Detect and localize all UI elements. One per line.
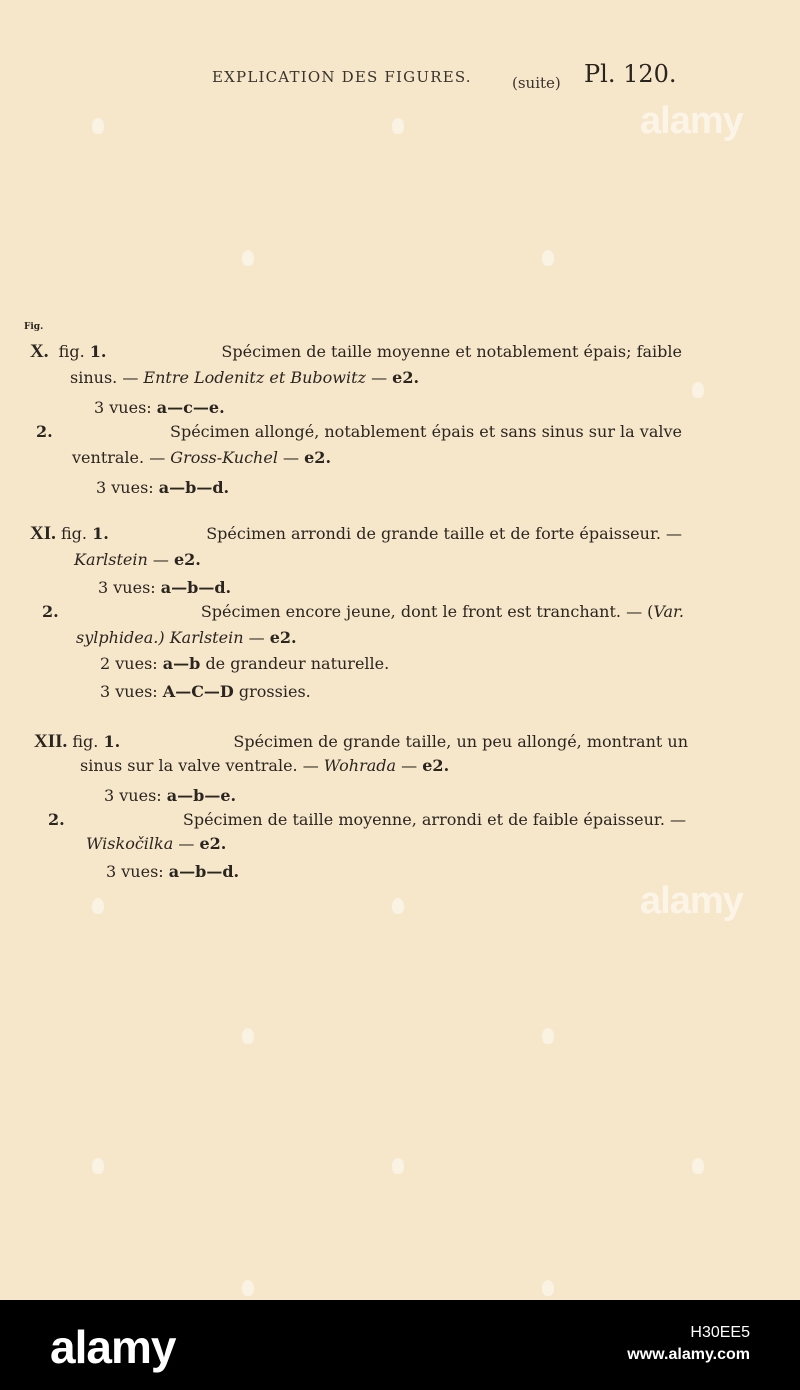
image-id: H30EE5 — [690, 1324, 750, 1341]
dash: — — [178, 834, 195, 853]
xii-fig2-line1 — [48, 810, 686, 830]
views-letters: a—b — [162, 654, 201, 673]
description-text: Spécimen de taille moyenne, arrondi et de faible épaisseur. — — [182, 810, 686, 829]
fig-column-label: Fig. — [24, 322, 44, 332]
site-url[interactable]: www.alamy.com — [627, 1346, 750, 1363]
locality: Wohrada — [323, 756, 397, 775]
views-letters: a—b—d. — [160, 578, 232, 597]
description-text: ventrale. — — [72, 448, 166, 467]
watermark-icon — [92, 898, 104, 914]
xii-fig1-line1 — [34, 732, 688, 752]
x-fig2-views — [96, 478, 229, 498]
variety-name: Var. — [653, 602, 684, 621]
fig-abbrev: fig. — [60, 524, 87, 543]
watermark-icon — [542, 250, 554, 266]
watermark-logo: alamy — [640, 880, 743, 922]
views-label: 3 vues: — [104, 786, 162, 805]
figure-number: 2. — [36, 422, 53, 441]
views-label: 3 vues: — [98, 578, 156, 597]
x-fig1-views — [94, 398, 225, 418]
watermark-icon — [92, 118, 104, 134]
stage-label: e2. — [269, 628, 297, 647]
xi-fig2-line2 — [76, 628, 297, 648]
description-text: Spécimen arrondi de grande taille et de forte épaisseur. — — [206, 524, 682, 543]
views-letters: a—b—e. — [166, 786, 237, 805]
watermark-icon — [92, 1158, 104, 1174]
figure-number: 1. — [89, 342, 107, 361]
locality: Gross-Kuchel — [170, 448, 278, 467]
views-letters: A—C—D — [162, 682, 234, 701]
description-text: Spécimen encore jeune, dont le front est tranchant. — ( — [200, 602, 654, 621]
watermark-icon — [542, 1028, 554, 1044]
stage-label: e2. — [392, 368, 420, 387]
description-text: Spécimen de grande taille, un peu allongé, montrant un — [233, 732, 688, 751]
stage-label: e2. — [173, 550, 201, 569]
figure-number: 2. — [42, 602, 59, 621]
description-text: sinus sur la valve ventrale. — — [80, 756, 319, 775]
x-fig1-line1 — [30, 342, 682, 362]
watermark-icon — [242, 1280, 254, 1296]
dash: — — [401, 756, 418, 775]
xi-fig1-line1 — [30, 524, 682, 544]
xi-fig1-views — [98, 578, 231, 598]
fig-abbrev: fig. — [58, 342, 85, 361]
dash: — — [152, 550, 169, 569]
stock-footer — [0, 1300, 800, 1390]
views-label: 3 vues: — [100, 682, 158, 701]
stage-label: e2. — [422, 756, 450, 775]
x-fig2-line2 — [72, 448, 331, 468]
xi-fig1-line2 — [74, 550, 201, 570]
figure-number: 1. — [92, 524, 109, 543]
views-note: grossies. — [238, 682, 311, 701]
views-letters: a—c—e. — [156, 398, 225, 417]
watermark-icon — [242, 250, 254, 266]
description-text: sinus. — — [70, 368, 139, 387]
dash: — — [371, 368, 388, 387]
roman-numeral: XI. — [30, 523, 56, 544]
locality: Karlstein — [169, 628, 244, 647]
x-fig1-line2 — [70, 368, 419, 388]
alamy-logo: alamy — [50, 1321, 176, 1373]
page-title: EXPLICATION DES FIGURES. — [212, 68, 472, 86]
views-letters: a—b—d. — [168, 862, 240, 881]
stage-label: e2. — [304, 448, 332, 467]
xi-fig2-line1 — [42, 602, 684, 622]
suite-label: (suite) — [512, 74, 561, 92]
views-label: 3 vues: — [96, 478, 154, 497]
watermark-icon — [392, 898, 404, 914]
page-header — [0, 60, 800, 100]
watermark-icon — [542, 1280, 554, 1296]
dash: — — [283, 448, 300, 467]
views-label: 2 vues: — [100, 654, 158, 673]
xii-fig2-line2 — [86, 834, 226, 854]
plate-number: Pl. 120. — [584, 60, 677, 88]
description-text: Spécimen allongé, notablement épais et sans sinus sur la valve — [170, 422, 682, 441]
roman-numeral: XII. — [34, 731, 68, 752]
locality: Wiskočilka — [86, 834, 174, 853]
views-label: 3 vues: — [94, 398, 152, 417]
xi-fig2-views-1 — [100, 654, 389, 674]
roman-numeral: X. — [30, 341, 49, 362]
watermark-icon — [692, 1158, 704, 1174]
watermark-logo: alamy — [640, 100, 743, 142]
locality: Karlstein — [74, 550, 148, 569]
views-label: 3 vues: — [106, 862, 164, 881]
xi-fig2-views-2 — [100, 682, 311, 702]
dash: — — [248, 628, 265, 647]
x-fig2-line1 — [36, 422, 682, 442]
figure-number: 1. — [103, 732, 121, 751]
locality: Entre Lodenitz et Bubowitz — [143, 368, 366, 387]
fig-abbrev: fig. — [72, 732, 99, 751]
views-note: de grandeur naturelle. — [205, 654, 390, 673]
variety-name: sylphidea.) — [76, 628, 165, 647]
xii-fig1-line2 — [80, 756, 449, 776]
watermark-icon — [392, 118, 404, 134]
watermark-icon — [692, 382, 704, 398]
watermark-icon — [242, 1028, 254, 1044]
description-text: Spécimen de taille moyenne et notablement épais; faible — [221, 342, 682, 361]
figure-number: 2. — [48, 810, 65, 829]
xii-fig1-views — [104, 786, 236, 806]
watermark-icon — [392, 1158, 404, 1174]
views-letters: a—b—d. — [158, 478, 230, 497]
stage-label: e2. — [199, 834, 227, 853]
xii-fig2-views — [106, 862, 239, 882]
